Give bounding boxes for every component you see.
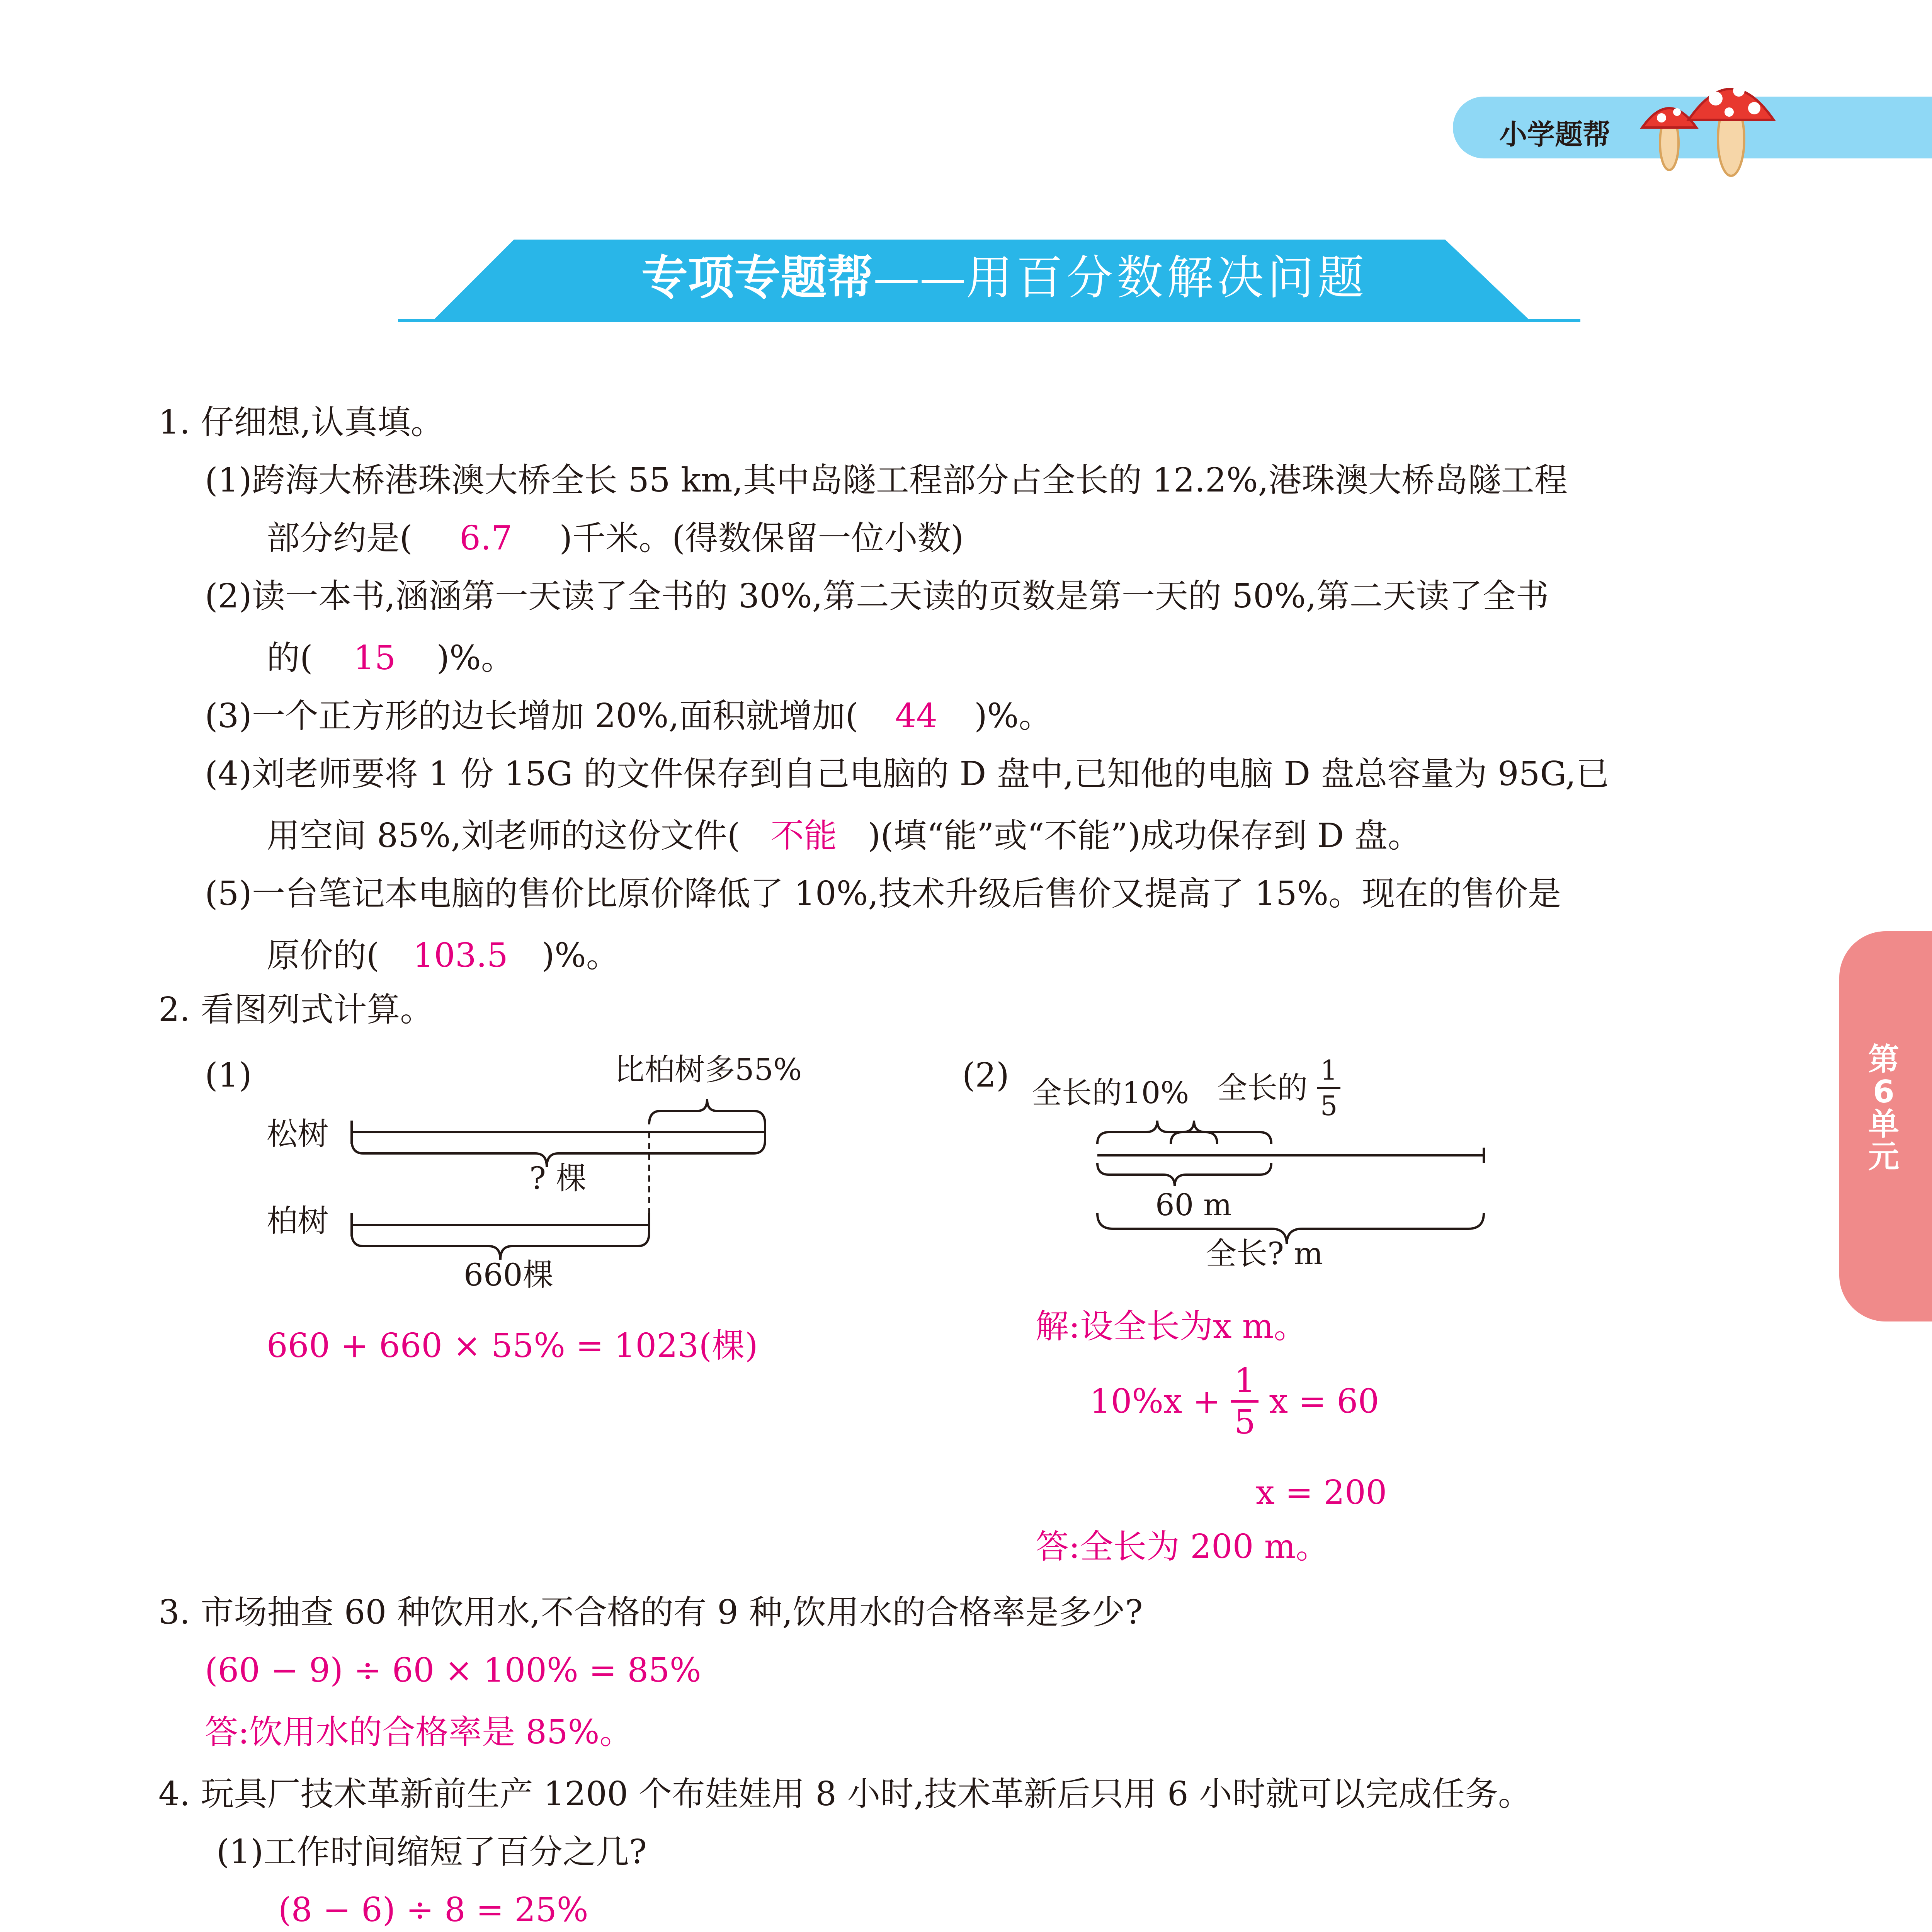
q1-s5-answer: 103.5	[413, 936, 508, 975]
q2-heading: 2. 看图列式计算。	[158, 990, 434, 1029]
q1-s2-pre: 的(	[267, 639, 313, 677]
q2-p2-mid: 60 m	[1155, 1188, 1232, 1223]
q2-p2-bottom: 全长? m	[1206, 1236, 1323, 1272]
fraction-numerator: 1	[1317, 1057, 1341, 1089]
q4-s1: (1)工作时间缩短了百分之几?	[216, 1833, 647, 1871]
q1-s4-pre: 用空间 85%,刘老师的这份文件(	[267, 816, 740, 855]
q1-s3-line	[205, 699, 1052, 733]
title-dash: ——	[873, 251, 966, 305]
q1-s4-line2	[267, 816, 1421, 855]
side-tab-ch1: 第	[1868, 1041, 1899, 1077]
q2-p2-sol1: 解:设全长为x m。	[1036, 1307, 1307, 1346]
q3-ans1: (60 − 9) ÷ 60 × 100% = 85%	[205, 1651, 701, 1690]
q2-p1-bottom-note: 660棵	[464, 1257, 554, 1293]
q2-p2-sol2-fraction	[1231, 1361, 1259, 1442]
side-tab-ch4: 元	[1868, 1139, 1899, 1175]
side-tab-ch3: 单	[1868, 1106, 1899, 1142]
q1-s5-line2	[267, 936, 619, 975]
title-right: 用百分数解决问题	[966, 251, 1368, 305]
q1-s2-line1: (2)读一本书,涵涵第一天读了全书的 30%,第二天读的页数是第一天的 50%,第二天读了全书	[205, 577, 1549, 616]
q2-p1-mid-note: ? 棵	[529, 1160, 587, 1196]
q2-p2-note-a: 全长的10%	[1032, 1076, 1189, 1111]
q1-s2-line2	[267, 641, 514, 675]
q1-s2-post: )%。	[436, 639, 514, 677]
q1-s4-answer: 不能	[770, 816, 837, 855]
q2-p1-row2: 柏树	[267, 1203, 328, 1239]
q2-p1-answer: 660 + 660 × 55% = 1023(棵)	[267, 1327, 758, 1365]
q1-s4-line1: (4)刘老师要将 1 份 15G 的文件保存到自己电脑的 D 盘中,已知他的电脑 D 盘总容量为 95G,已	[205, 755, 1609, 793]
fraction-denominator: 5	[1320, 1090, 1338, 1122]
q1-heading: 1. 仔细想,认真填。	[158, 403, 444, 442]
brand-label: 小学题帮	[1499, 118, 1611, 151]
q1-s1-line1: (1)跨海大桥港珠澳大桥全长 55 km,其中岛隧工程部分占全长的 12.2%,港珠澳大桥岛隧工程	[205, 461, 1568, 500]
q1-s1-pre: 部分约是(	[267, 519, 413, 558]
q2-p2-note-b-text: 全长的	[1217, 1071, 1308, 1105]
side-tab-label	[1855, 1043, 1913, 1173]
q2-p2-sol3: x = 200	[1256, 1473, 1387, 1512]
title-left: 专项专题帮	[641, 251, 873, 305]
q4-heading: 4. 玩具厂技术革新前生产 1200 个布娃娃用 8 小时,技术革新后只用 6 小时就可以完成任务。	[158, 1775, 1532, 1813]
q2-p1-row1: 松树	[267, 1116, 328, 1152]
q3-heading: 3. 市场抽查 60 种饮用水,不合格的有 9 种,饮用水的合格率是多少?	[158, 1593, 1143, 1632]
q2-p1-top-note: 比柏树多55%	[614, 1053, 802, 1087]
q2-p2-sol2	[1090, 1361, 1379, 1442]
q1-s3-post: )%。	[974, 697, 1052, 735]
mushroom-icon	[1634, 66, 1781, 178]
side-tab-ch2: 6	[1873, 1074, 1895, 1110]
q1-s5-pre: 原价的(	[267, 936, 379, 975]
q1-s1-answer: 6.7	[459, 519, 512, 558]
q1-s5-post: )%。	[541, 936, 619, 975]
q2-p1-label: (1)	[205, 1056, 252, 1095]
q1-s1-post: )千米。(得数保留一位小数)	[559, 519, 964, 558]
q1-s1-line2	[267, 519, 964, 558]
q1-s3-pre: (3)一个正方形的边长增加 20%,面积就增加(	[205, 697, 859, 735]
q1-s4-post: )(填“能”或“不能”)成功保存到 D 盘。	[867, 816, 1421, 855]
q3-ans2: 答:饮用水的合格率是 85%。	[205, 1713, 633, 1752]
q2-p2-sol2-b: x = 60	[1269, 1382, 1379, 1421]
q1-s3-answer: 44	[895, 697, 937, 735]
q2-p2-sol4: 答:全长为 200 m。	[1036, 1527, 1329, 1566]
q2-p2-label: (2)	[962, 1056, 1009, 1095]
title-text	[541, 251, 1468, 305]
q4-s1-ans1: (8 − 6) ÷ 8 = 25%	[278, 1891, 588, 1929]
q1-s2-answer: 15	[353, 639, 396, 677]
q2-p2-sol2-a: 10%x +	[1090, 1382, 1221, 1421]
fraction-numerator: 1	[1231, 1364, 1259, 1403]
q1-s5-line1: (5)一台笔记本电脑的售价比原价降低了 10%,技术升级后售价又提高了 15%。现在的售价是	[205, 874, 1561, 913]
fraction-denominator: 5	[1234, 1403, 1256, 1442]
